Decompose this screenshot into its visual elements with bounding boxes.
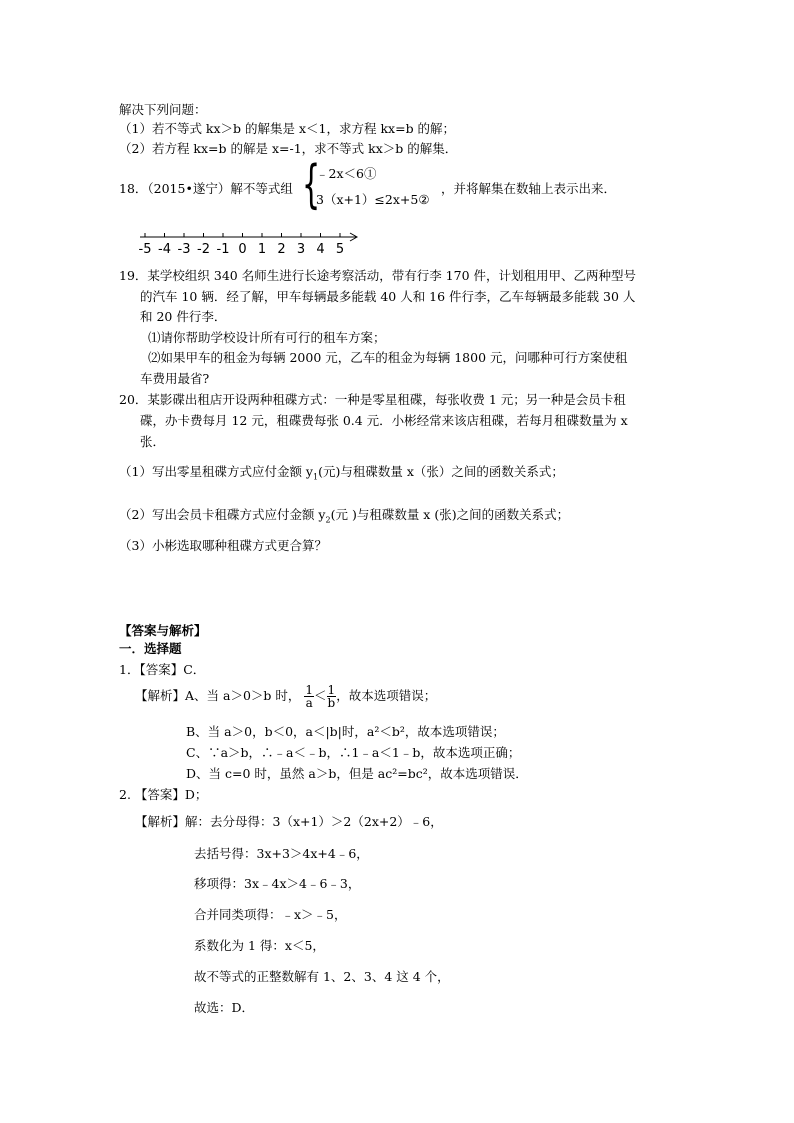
answers-heading: 【答案与解析】 (119, 623, 207, 638)
q17-part1: （1）若不等式 kx＞b 的解集是 x＜1，求方程 kx=b 的解； (119, 121, 456, 136)
system-brace: { (302, 155, 321, 215)
number-line-label: -2 (197, 242, 210, 257)
answer-2-step-0: 【解析】解：去分母得：3（x+1）＞2（2x+2）﹣6， (135, 814, 443, 829)
answer-1-option-c: C、∵a＞b，∴﹣a＜﹣b，∴1﹣a＜1﹣b，故本选项正确； (186, 745, 521, 760)
section-heading: 一．选择题 (119, 641, 182, 656)
answer-1-analysis: 【解析】A、当 a＞0＞b 时， $\frac{1}{a}$ ＜ $\frac{1}{b}$ ，故本选项错误； (135, 683, 437, 710)
q20-line1: 20．某影碟出租店开设两种租碟方式：一种是零星租碟，每张收费 1 元；另一种是会员卡租 (119, 392, 626, 407)
answer-1-option-b: B、当 a＞0，b＜0，a＜|b|时，a²＜b²，故本选项错误； (186, 724, 505, 739)
fraction-1-over-a: $\frac{1}{a}$ (305, 683, 314, 710)
answer-1-option-d: D、当 c=0 时，虽然 a＞b，但是 ac²=bc²，故本选项错误． (186, 766, 528, 781)
number-line-label: -3 (177, 242, 191, 257)
number-line-label: 5 (335, 242, 345, 257)
fraction-1-over-b: $\frac{1}{b}$ (327, 683, 336, 710)
number-line-label: 3 (296, 242, 306, 257)
answer-2-step-3: 合并同类项得：﹣x＞﹣5， (194, 907, 347, 922)
number-line (138, 225, 378, 259)
q18-suffix: ，并将解集在数轴上表示出来． (441, 181, 617, 196)
q20-part2: （2）写出会员卡租碟方式应付金额 $y_2$(元 )与租碟数量 x (张)之间的函数关系式； (119, 507, 570, 525)
answer-1-label: 1．【答案】C． (119, 662, 206, 677)
q19-line1: 19．某学校组织 340 名师生进行长途考察活动，带有行李 170 件，计划租用甲、乙两种型号 (119, 268, 637, 283)
q18-prefix: 18．（2015•遂宁）解不等式组 (119, 181, 293, 196)
q17-intro: 解决下列问题： (119, 102, 207, 117)
q20-part3: （3）小彬选取哪种租碟方式更合算？ (119, 538, 327, 553)
q19-part2b: 车费用最省? (140, 371, 210, 386)
number-line-label: 4 (316, 242, 325, 257)
q19-line2: 的汽车 10 辆．经了解，甲车每辆最多能载 40 人和 16 件行李，乙车每辆最多能载 30 人 (140, 289, 636, 304)
answer-2-label: 2. 【答案】D； (119, 787, 208, 802)
q20-part1: （1）写出零星租碟方式应付金额 $y_1$(元)与租碟数量 x（张）之间的函数关系式； (119, 464, 564, 482)
q18-inequality-2: 3（x+1）≤2x+5② (316, 192, 430, 207)
q19-line3: 和 20 件行李． (140, 309, 227, 324)
number-line-label: -4 (158, 242, 171, 257)
q18-inequality-1: ﹣2x＜6① (316, 166, 377, 181)
number-line-label: 0 (238, 242, 247, 257)
q20-line3: 张． (140, 434, 166, 449)
q17-part2: （2）若方程 kx=b 的解是 x=-1，求不等式 kx＞b 的解集． (119, 141, 458, 156)
answer-2-step-5: 故不等式的正整数解有 1、2、3、4 这 4 个， (194, 969, 450, 984)
number-line-label: 2 (277, 242, 286, 257)
number-line-label: 1 (257, 242, 267, 257)
answer-2-step-4: 系数化为 1 得：x＜5， (194, 938, 325, 953)
answer-2-step-1: 去括号得：3x+3＞4x+4﹣6， (194, 846, 369, 861)
answer-2-step-2: 移项得：3x﹣4x＞4﹣6﹣3， (194, 876, 361, 891)
q19-part1: ⑴请你帮助学校设计所有可行的租车方案； (148, 330, 386, 345)
q20-line2: 碟，办卡费每月 12 元，租碟费每张 0.4 元．小彬经常来该店租碟，若每月租碟数量为 x (140, 413, 628, 428)
number-line-label: -5 (138, 242, 152, 257)
q19-part2a: ⑵如果甲车的租金为每辆 2000 元，乙车的租金为每辆 1800 元，问哪种可行方案使租 (148, 350, 628, 365)
answer-2-step-6: 故选：D． (194, 1000, 255, 1015)
number-line-label: -1 (216, 242, 230, 257)
